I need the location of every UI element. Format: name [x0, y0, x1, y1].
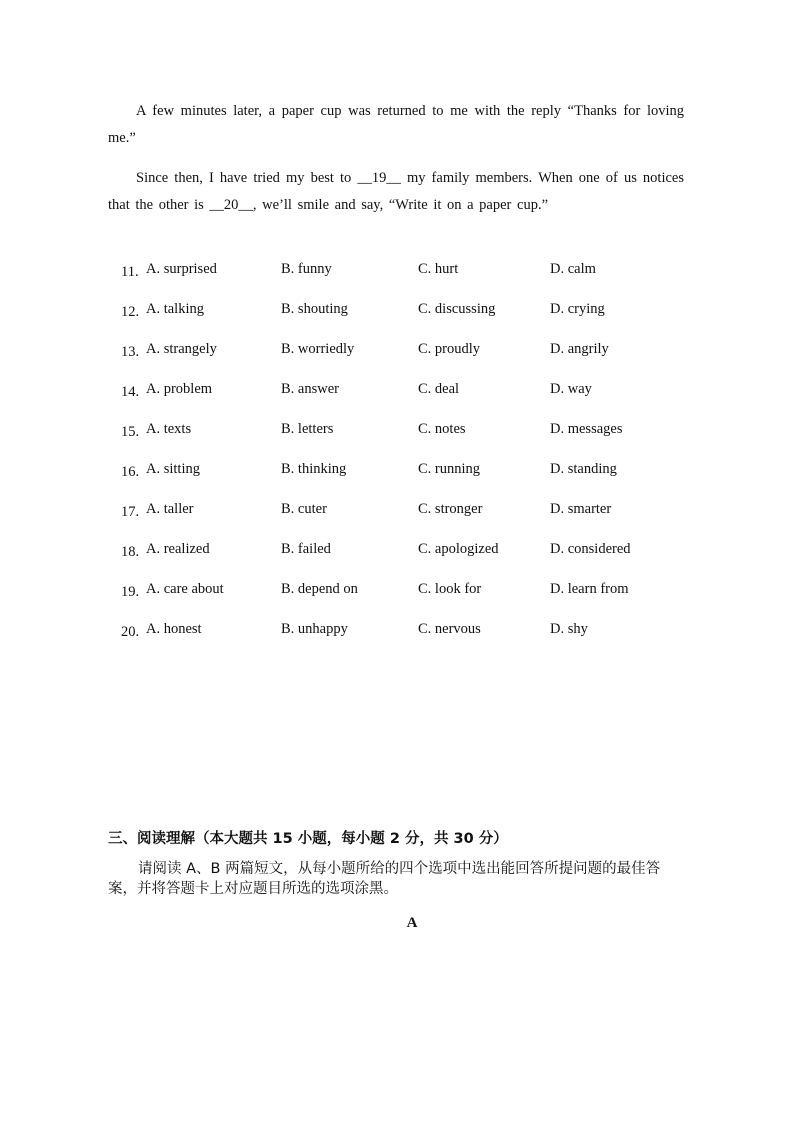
option-c: C. discussing — [418, 301, 496, 317]
passage-paragraph-1 — [108, 98, 684, 152]
option-a: A. texts — [146, 421, 192, 437]
option-b: B. thinking — [281, 461, 347, 477]
question-row — [0, 258, 794, 280]
option-c: C. hurt — [418, 261, 459, 277]
option-b: B. answer — [281, 381, 339, 397]
paragraph-2-text: Since then, I have tried my best to __19__ my family members. When one of us notices that the other is __20__, we’ll smile and say, “Write it on a paper cup.” — [108, 170, 684, 213]
option-a: A. honest — [146, 621, 202, 637]
option-c: C. stronger — [418, 501, 483, 517]
option-a: A. realized — [146, 541, 210, 557]
question-row — [0, 418, 794, 440]
question-number: 17. — [121, 504, 140, 520]
section-instruction — [108, 859, 686, 899]
question-number: 19. — [121, 584, 140, 600]
option-d: D. learn from — [550, 581, 629, 597]
passage-paragraph-2 — [108, 165, 684, 219]
option-d: D. crying — [550, 301, 605, 317]
option-b: B. funny — [281, 261, 332, 277]
option-d: D. angrily — [550, 341, 609, 357]
question-number: 13. — [121, 344, 140, 360]
option-b: B. shouting — [281, 301, 348, 317]
question-row — [0, 378, 794, 400]
option-b: B. failed — [281, 541, 331, 557]
paragraph-1-text: A few minutes later, a paper cup was returned to me with the reply “Thanks for loving me.” — [108, 103, 684, 146]
option-d: D. standing — [550, 461, 617, 477]
option-d: D. shy — [550, 621, 588, 637]
option-c: C. proudly — [418, 341, 481, 357]
option-b: B. unhappy — [281, 621, 348, 637]
question-row — [0, 298, 794, 320]
question-row — [0, 578, 794, 600]
option-c: C. nervous — [418, 621, 481, 637]
question-number: 20. — [121, 624, 140, 640]
option-b: B. letters — [281, 421, 334, 437]
option-a: A. problem — [146, 381, 213, 397]
question-number: 18. — [121, 544, 140, 560]
option-a: A. taller — [146, 501, 194, 517]
question-number: 15. — [121, 424, 140, 440]
question-number: 14. — [121, 384, 140, 400]
passage-label: A — [406, 915, 418, 931]
question-number: 11. — [121, 264, 139, 280]
option-a: A. strangely — [146, 341, 217, 357]
option-b: B. cuter — [281, 501, 327, 517]
option-c: C. notes — [418, 421, 466, 437]
question-row — [0, 618, 794, 640]
question-row — [0, 458, 794, 480]
option-b: B. depend on — [281, 581, 358, 597]
option-c: C. apologized — [418, 541, 499, 557]
question-row — [0, 498, 794, 520]
option-d: D. messages — [550, 421, 623, 437]
option-a: A. sitting — [146, 461, 200, 477]
option-a: A. care about — [146, 581, 224, 597]
option-b: B. worriedly — [281, 341, 355, 357]
option-c: C. look for — [418, 581, 482, 597]
instruction-text: 请阅读 A、B 两篇短文，从每小题所给的四个选项中选出能回答所提问题的最佳答案，并将答题卡上对应题目所选的选项涂黑。 — [108, 861, 661, 897]
section-heading: 三、阅读理解（本大题共 15 小题，每小题 2 分，共 30 分） — [108, 831, 508, 847]
option-a: A. talking — [146, 301, 204, 317]
option-d: D. considered — [550, 541, 631, 557]
option-d: D. way — [550, 381, 592, 397]
question-row — [0, 538, 794, 560]
option-d: D. smarter — [550, 501, 612, 517]
question-row — [0, 338, 794, 360]
option-c: C. deal — [418, 381, 460, 397]
option-d: D. calm — [550, 261, 596, 277]
question-number: 12. — [121, 304, 140, 320]
question-number: 16. — [121, 464, 140, 480]
option-a: A. surprised — [146, 261, 217, 277]
option-c: C. running — [418, 461, 481, 477]
